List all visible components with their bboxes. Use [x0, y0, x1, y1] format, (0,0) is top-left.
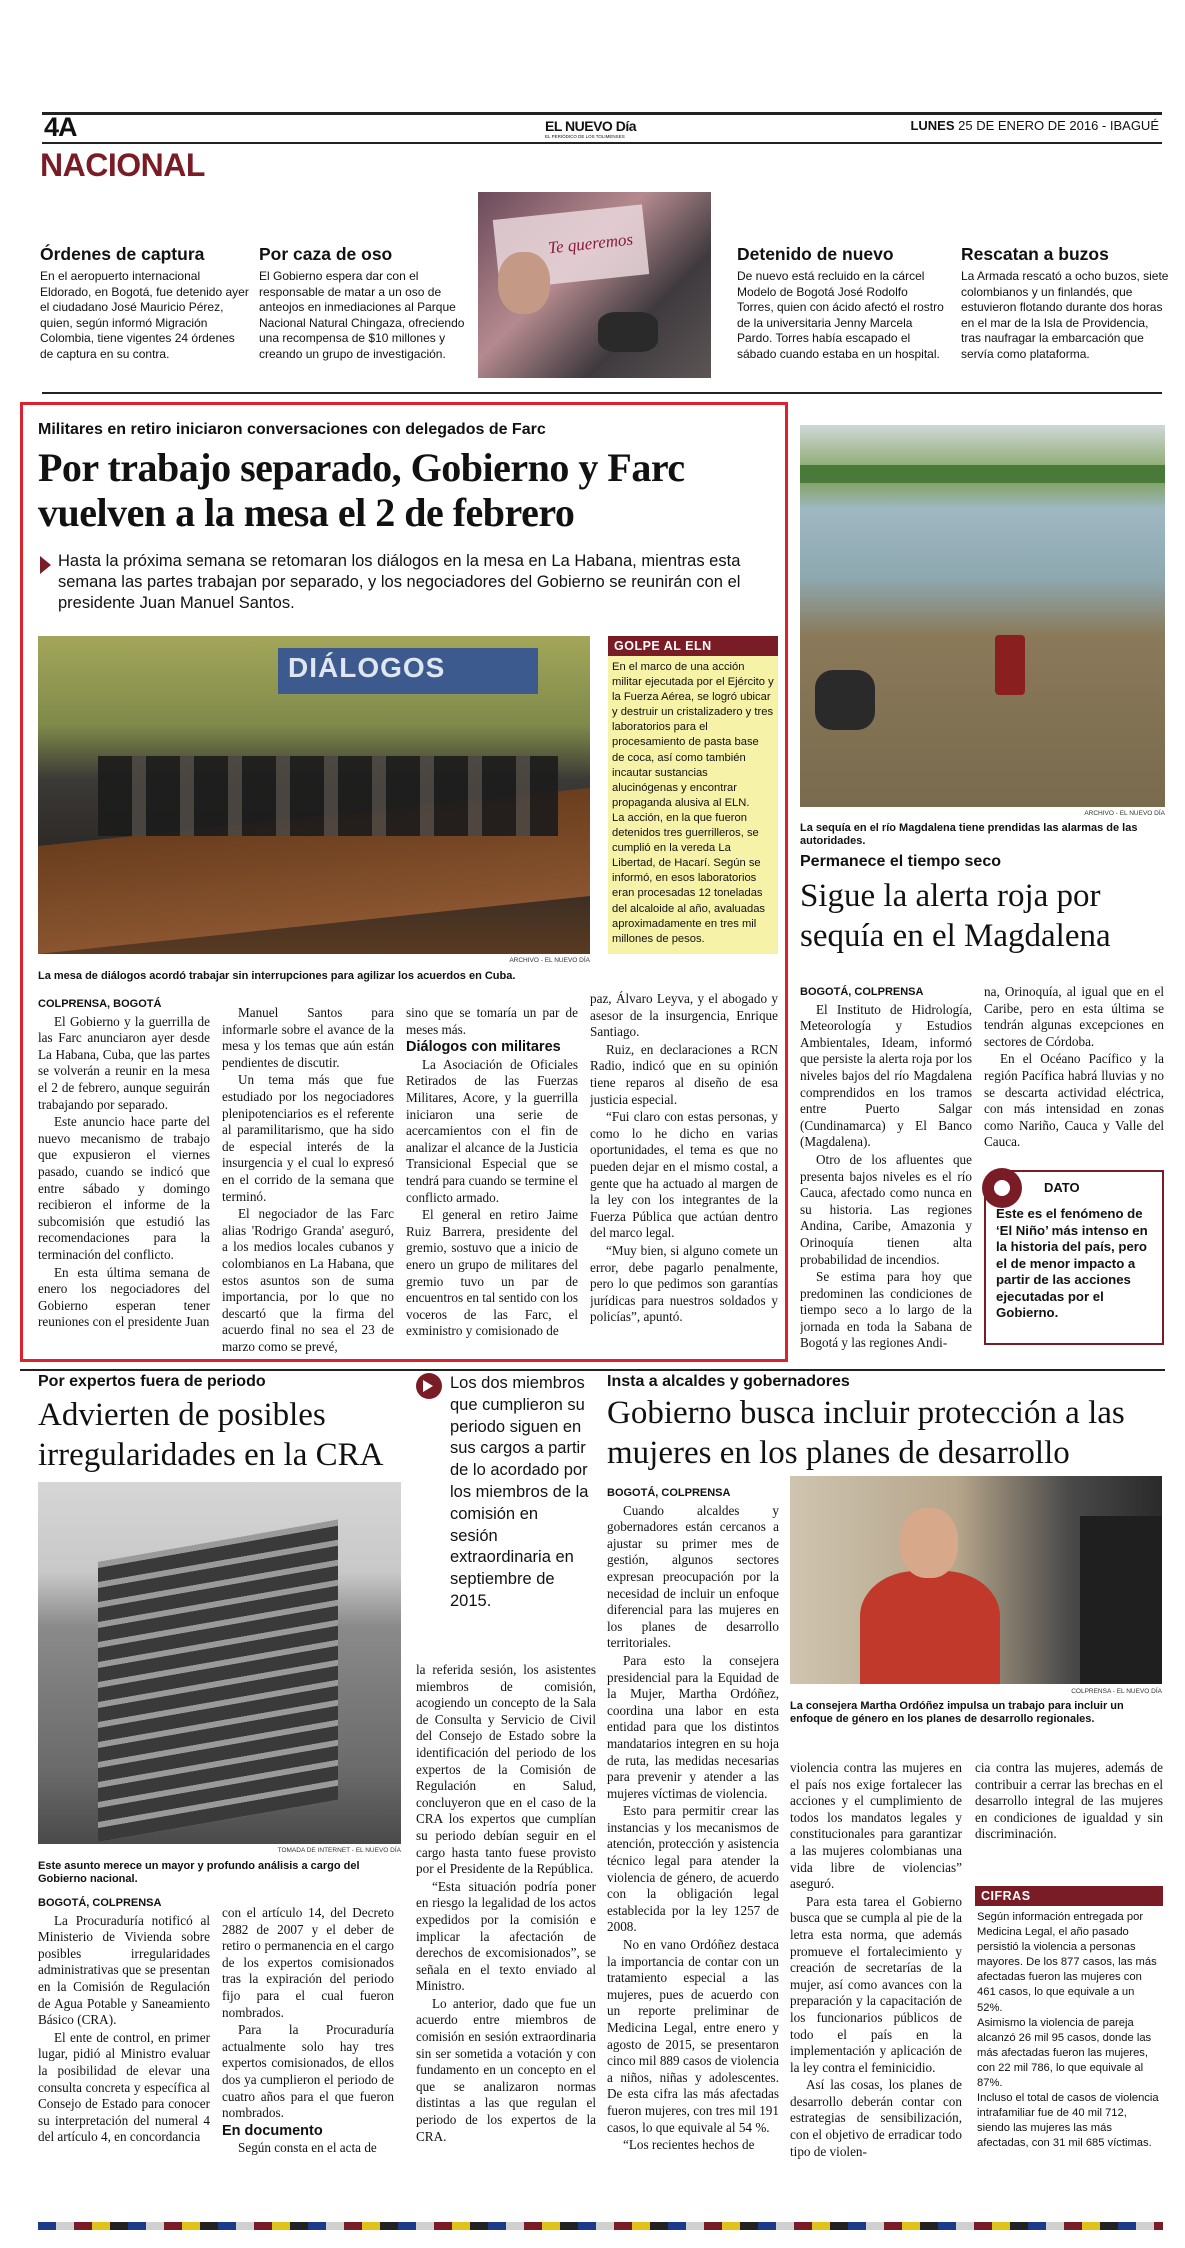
mujeres-col-3 — [975, 1760, 1163, 1880]
farc-byline: COLPRENSA, BOGOTÁ — [38, 998, 162, 1010]
sidebar-title: GOLPE AL ELN — [608, 636, 778, 656]
page-number: 4A — [44, 112, 77, 142]
mujeres-kicker: Insta a alcaldes y gobernadores — [607, 1373, 850, 1390]
paragraph: En el Océano Pacífico y la región Pacífica habrá lluvias y no se descarta actividad eléctrica, con más intensidad en zonas como Nariño, Cauca y Valle del Cauca. — [984, 1051, 1164, 1150]
paragraph: sino que se tomaría un par de meses más. — [406, 1005, 578, 1037]
farc-caption: La mesa de diálogos acordó trabajar sin interrupciones para agilizar los acuerdos en Cuba. — [38, 970, 516, 982]
paragraph: “Esta situación podría poner en riesgo la legalidad de los actos expedidos por la comisión e implicar la afectación de derechos de excomisionados”, se señala en el texto enviado al Ministro. — [416, 1878, 596, 1994]
delegates — [98, 756, 558, 836]
cra-caption: Este asunto merece un mayor y profundo análisis a cargo del Gobierno nacional. — [38, 1860, 360, 1885]
brand-tagline: EL PERIÓDICO DE LOS TOLIMENSES — [545, 134, 625, 139]
paragraph: El ente de control, en primer lugar, pidió al Ministro evaluar la posibilidad de elevar una consulta concreta y específica al Consejo de Estado para conocer su interpretación del numeral 4 del artículo 4, en concordancia — [38, 2029, 210, 2145]
consejera-jacket — [860, 1571, 1000, 1684]
paragraph: La Asociación de Oficiales Retirados de las Fuerzas Militares, Acore, y la guerrilla iniciaron una serie de acercamientos con el fin de analizar el alcance de la Justicia Transicional Especial que se tendrá para cuando se termine el conflicto armado. — [406, 1056, 578, 1205]
cifras-box — [975, 1886, 1163, 2216]
paragraph: violencia contra las mujeres en el país nos exige fortalecer las acciones y el cumplimiento de todos los mandatos legales y constitucionales para garantizar a las mujeres colombianas una vida libre de violencias” aseguró. — [790, 1760, 962, 1892]
paragraph: El negociador de las Farc alias 'Rodrigo Granda' aseguró, a los medios locales cubanos y colombianos en La Habana, que estos asuntos son de suma importancia, por lo que no descartó que la firma del acuerdo final no sea el 23 de marzo como se prevé, — [222, 1206, 394, 1354]
brand-name: EL NUEVO Día — [545, 118, 636, 134]
mujeres-byline: BOGOTÁ, COLPRENSA — [607, 1487, 731, 1499]
weekday: LUNES — [910, 118, 955, 133]
pullquote-arrow-icon — [416, 1373, 442, 1399]
cra-byline: BOGOTÁ, COLPRENSA — [38, 1897, 162, 1909]
farc-kicker: Militares en retiro iniciaron conversaciones con delegados de Farc — [38, 421, 546, 438]
cifras-title: CIFRAS — [975, 1886, 1163, 1906]
motorcycle — [815, 670, 875, 730]
brief-title: Detenido de nuevo — [737, 244, 894, 264]
briefs-rule — [42, 392, 1162, 394]
farc-lead: Hasta la próxima semana se retomaran los diálogos en la mesa en La Habana, mientras esta semana las partes trabajan por separado, y los negociadores del Gobierno se reunirán con el presidente Juan Manuel Santos. — [58, 552, 741, 612]
brief-text: En el aeropuerto internacional Eldorado, en Bogotá, fue detenido ayer el ciudadano José Mauricio Pérez, quien, según informó Migración Colombia, tiene vigentes 24 órdenes de captura en su contra. — [40, 269, 249, 361]
paragraph: Ruiz, en declaraciones a RCN Radio, indicó que en su opinión tiene reparos al diseño de esa justicia especial. — [590, 1041, 778, 1107]
farc-col-3 — [406, 1005, 578, 1358]
farc-col-2 — [222, 1005, 394, 1358]
paragraph: El Gobierno y la guerrilla de las Farc anunciaron ayer desde La Habana, Cuba, que las partes se volverán a reunir en la mesa el 2 de febrero, aunque seguirán trabajando por separado. — [38, 1013, 210, 1112]
dato-text: Este es el fenómeno de ‘El Niño’ más intenso en la historia del país, pero el de menor impacto a partir de las acciones ejecutadas por el Gobierno. — [996, 1206, 1148, 1320]
sequia-byline: BOGOTÁ, COLPRENSA — [800, 986, 924, 998]
mujeres-col-2 — [790, 1760, 962, 2215]
man-silhouette — [1080, 1516, 1162, 1684]
paragraph: No en vano Ordóñez destaca la importancia de contar con un tratamiento especial a las mujeres, pues de acuerdo con un reporte preliminar de Medicina Legal, entre enero y agosto de 2015, se presentaron cinco mil 889 casos de violencia a niños, niñas y adolescentes. De esta cifra las más afectadas fueron mujeres, con tres mil 191 casos, lo que equivale al 54 %. — [607, 1937, 779, 2135]
paragraph: Cuando alcaldes y gobernadores están cercanos a ajustar su primer mes de gestión, algunos sectores expresan preocupación por la necesidad de incluir un enfoque diferencial para las mujeres en los planes de desarrollo territoriales. — [607, 1502, 779, 1651]
river-trees — [800, 465, 1165, 483]
pullquote-text: Los dos miembros que cumplieron su periodo siguen en sus cargos a partir de lo acordado por los miembros de la comisión en sesión extraordinaria en septiembre de 2015. — [450, 1374, 589, 1610]
subhead: Diálogos con militares — [406, 1039, 561, 1056]
brief-title: Rescatan a buzos — [961, 244, 1109, 264]
brief-ordenes — [40, 244, 250, 362]
river-photo — [800, 425, 1165, 807]
brief-buzos — [961, 244, 1171, 362]
paragraph: Lo anterior, dado que fue un acuerdo entre miembros de comisión en sesión extraordinaria sin ser sometida a votación y con fundamento en un concepto en el que se analizaron normas distintas a las que regulan el periodo de los expertos de la CRA. — [416, 1995, 596, 2144]
dato-icon — [982, 1168, 1022, 1208]
woman-face — [498, 252, 550, 314]
header-date — [910, 118, 1159, 133]
mujeres-photo — [790, 1476, 1162, 1684]
dato-title: DATO — [1044, 1180, 1080, 1195]
building-facade — [98, 1520, 338, 1842]
brief-title: Por caza de oso — [259, 244, 393, 264]
sidebar-text: En el marco de una acción militar ejecutada por el Ejército y la Fuerza Aérea, se logró ubicar y destruir un cristalizadero y tres laboratorios para el procesamiento de pasta base de coca, así como también incautar sustancias alucinógenas y encontrar propaganda alusiva al ELN. La acción, en la que fueron detenidos tres guerrilleros, se cumplió en la vereda La Libertad, de Hacarí. Según se informó, en esos laboratorios eran procesadas 12 toneladas del alcaloide al año, avaluadas aproximadamente en tres mil millones de pesos. — [608, 656, 778, 954]
sequia-headline: Sigue la alerta roja por sequía en el Magdalena — [800, 878, 1111, 954]
paragraph: con el artículo 14, del Decreto 2882 de 2007 y el deber de retiro o permanencia en el cargo de los expertos comisionados tras la expiración del periodo fijo para el cual fueron nombrados. — [222, 1905, 394, 2020]
paragraph: Este anuncio hace parte del nuevo mecanismo de trabajo que expusieron el viernes pasado, cuando se indicó que entre sábado y domingo recibieron el informe de la subcomisión que estudió las recomendaciones para la terminación del conflicto. — [38, 1114, 210, 1262]
print-color-bar — [38, 2222, 1163, 2230]
header-top-rule — [42, 112, 1162, 115]
farc-col-4 — [590, 991, 778, 1358]
cra-headline: Advierten de posibles irregularidades en la CRA — [38, 1397, 384, 1473]
brief-oso — [259, 244, 469, 362]
brief-title: Órdenes de captura — [40, 244, 205, 264]
farc-col-1 — [38, 996, 210, 1358]
brief-text: El Gobierno espera dar con el responsable de matar a un oso de anteojos en inmediaciones al Parque Nacional Natural Chingaza, ofreciendo una recompensa de $10 millones y creando un grupo de investigación. — [259, 269, 465, 361]
paragraph: Para la Procuraduría actualmente solo hay tres expertos comisionados, de ellos dos ya cumplieron el periodo de cuatro años para el que fueron nombrados. — [222, 2022, 394, 2121]
header-rule — [42, 142, 1162, 144]
consejera-face — [900, 1508, 958, 1578]
paragraph: Se estima para hoy que predominen las condiciones de tiempo seco a lo largo de la jornada en toda la Sabana de Bogotá y las regiones Andi- — [800, 1269, 972, 1351]
brief-photo — [478, 192, 711, 378]
mujeres-headline: Gobierno busca incluir protección a las mujeres en los planes de desarrollo — [607, 1395, 1125, 1471]
protest-sign-text: Te queremos — [547, 229, 634, 258]
paragraph: La Procuraduría notificó al Ministerio de Vivienda sobre posibles irregularidades administrativas que se presentan en la Comisión de Regulación de Agua Potable y Saneamiento Básico (CRA). — [38, 1912, 210, 2028]
date-text: 25 DE ENERO DE 2016 - IBAGUÉ — [958, 118, 1159, 133]
river-photo-credit: ARCHIVO - EL NUEVO DÍA — [1084, 810, 1165, 817]
cra-col-2 — [222, 1905, 394, 2215]
sequia-col-1 — [800, 984, 972, 1358]
paragraph: En esta última semana de enero los negociadores del Gobierno esperan tener reuniones con el presidente Juan — [38, 1264, 210, 1330]
cifras-text: Según información entregada por Medicina Legal, el año pasado persistió la violencia a personas mayores. De los 877 casos, las más afectadas fueron las mujeres con 461 casos, lo que equivale a un 52%. Asimismo la violencia de pareja alcanzó 26 mil 95 casos, donde las más afectadas fueron las mujeres, con 22 mil 786, lo que equivale al 87%. Incluso el total de casos de violencia intrafamiliar fue de 40 mil 712, siendo las mujeres las más afectadas, con 31 mil 685 víctimas. — [977, 1911, 1159, 2150]
paragraph: paz, Álvaro Leyva, y el abogado y asesor de la insurgencia, Enrique Santiago. — [590, 991, 778, 1040]
paragraph: Esto para permitir crear las instancias y los mecanismos de atención, protección y asistencia técnico legal para atender la violencia de género, de acuerdo con la obligación legal establecida por la ley 1257 de 2008. — [607, 1803, 779, 1935]
brief-detenido — [737, 244, 947, 362]
lead-arrow-icon — [40, 556, 51, 574]
paragraph: “Muy bien, si alguno comete un error, debe pagarlo penalmente, pero lo que pedimos son garantías jurídicas para nuestros soldados y policías”, apuntó. — [590, 1242, 778, 1325]
megaphone-icon — [598, 312, 658, 352]
paragraph: Para esta tarea el Gobierno busca que se cumpla al pie de la letra esta norma, que además promueve el fortalecimiento y creación de secretarías de la mujer, así como avances con la preparación y la capacitación de los funcionarios públicos de todo el país en la implementación y aplicación de la ley contra el feminicidio. — [790, 1893, 962, 2075]
farc-headline: Por trabajo separado, Gobierno y Farc vuelven a la mesa el 2 de febrero — [38, 445, 685, 535]
paragraph: Otro de los afluentes que presenta bajos niveles es el río Cauca, afectado como nunca en su historia. Las regiones Andina, Caribe, Amazonia y Orinoquía tienen alta probabilidad de incendios. — [800, 1151, 972, 1267]
paragraph: cia contra las mujeres, además de contribuir a cerrar las brechas en el desarrollo integral de las mujeres en condiciones de igualdad y sin discriminación. — [975, 1760, 1163, 1842]
paragraph: la referida sesión, los asistentes miembros de comisión, acogiendo un concepto de la Sala de Consulta y Servicio de Civil del Consejo de Estado sobre la identificación del periodo de los expertos de la Comisión de Regulación en Salud, concluyeron que en el caso de la CRA los expertos que cumplían su periodo debían seguir en el cargo hasta tanto fuese provisto por el Presidente de la República. — [416, 1662, 596, 1877]
sequia-kicker: Permanece el tiempo seco — [800, 853, 1001, 870]
paragraph: “Los recientes hechos de — [623, 2137, 755, 2153]
brief-text: De nuevo está recluido en la cárcel Modelo de Bogotá José Rodolfo Torres, quien con ácido afectó el rostro de la universitaria Jenny Marcela Pardo. Torres había escapado el sábado cuando estaba en un hospital. — [737, 269, 944, 361]
banner-text: DIÁLOGOS — [288, 652, 446, 683]
section-title: NACIONAL — [40, 147, 205, 183]
subhead: En documento — [222, 2122, 323, 2139]
brief-text: La Armada rescató a ocho buzos, siete colombianos y un finlandés, que estuvieron flotando durante dos horas en el mar de la Isla de Providencia, tras naufragar la embarcación que servía como plataforma. — [961, 269, 1169, 361]
paragraph: El general en retiro Jaime Ruiz Barrera, presidente del gremio, sostuvo que a inicio de enero un grupo de militares del gremio tuvo un par de encuentros en tal sentido con los voceros de las Farc, el exministro y comisionado de — [406, 1207, 578, 1339]
paragraph: “Fui claro con estas personas, y como lo he dicho en varias oportunidades, el tema es que no pueden dejar en el mismo costal, a gente que ha actuado al margen de la ley con los integrantes de la Fuerza Pública que actúan dentro del marco legal. — [590, 1109, 778, 1241]
dato-box — [984, 1170, 1164, 1345]
mujeres-caption: La consejera Martha Ordóñez impulsa un trabajo para incluir un enfoque de género en los planes de desarrollo regionales. — [790, 1700, 1124, 1725]
cra-photo-credit: TOMADA DE INTERNET - EL NUEVO DÍA — [277, 1847, 401, 1854]
mujeres-photo-credit: COLPRENSA - EL NUEVO DÍA — [1071, 1688, 1162, 1695]
paragraph: na, Orinoquía, al igual que en el Caribe, pero en esta última se tendrán algunas excepciones en sectores de Córdoba. — [984, 984, 1164, 1049]
eln-sidebar — [608, 636, 778, 954]
paragraph: El Instituto de Hidrología, Meteorología y Estudios Ambientales, Ideam, informó que persiste la alerta roja por los niveles bajos del río Magdalena comprendidos en los tramos entre Puerto Salgar (Cundinamarca) y El Banco (Magdalena). — [800, 1001, 972, 1150]
cra-pullquote — [416, 1373, 596, 1653]
cra-col-3 — [416, 1662, 596, 2215]
paragraph: Así las cosas, los planes de desarrollo deberán contar con estrategias de sensibilización, con el objetivo de erradicar todo tipo de violen- — [790, 2077, 962, 2159]
paragraph: Un tema más que fue estudiado por los negociadores plenipotenciarios es el referente al paramilitarismo, que ha sido de especial interés de la insurgencia y el cual lo expresó en el corrido de la semana que terminó. — [222, 1072, 394, 1204]
masthead-logo — [545, 118, 655, 144]
farc-photo — [38, 636, 590, 954]
paragraph: Manuel Santos para informarle sobre el avance de la mesa y los temas que aún están pendientes de discutir. — [222, 1005, 394, 1070]
cra-kicker: Por expertos fuera de periodo — [38, 1373, 266, 1390]
cra-building-photo — [38, 1482, 401, 1844]
farc-photo-credit: ARCHIVO - EL NUEVO DÍA — [509, 957, 590, 964]
motorcyclist — [995, 635, 1025, 695]
sequia-col-2 — [984, 984, 1164, 1164]
river-caption: La sequía en el río Magdalena tiene prendidas las alarmas de las autoridades. — [800, 822, 1138, 847]
paragraph: Para esto la consejera presidencial para la Equidad de la Mujer, Martha Ordóñez, coordina una labor en esta entidad para que los distintos mandatarios integren en su hoja de ruta, las medidas necesarias para prevenir y atender a las mujeres víctimas de violencia. — [607, 1652, 779, 1801]
mid-rule — [20, 1369, 1165, 1371]
paragraph: Según consta en el acta de — [238, 2140, 377, 2156]
mujeres-col-1 — [607, 1485, 779, 2215]
cra-col-1 — [38, 1895, 210, 2215]
